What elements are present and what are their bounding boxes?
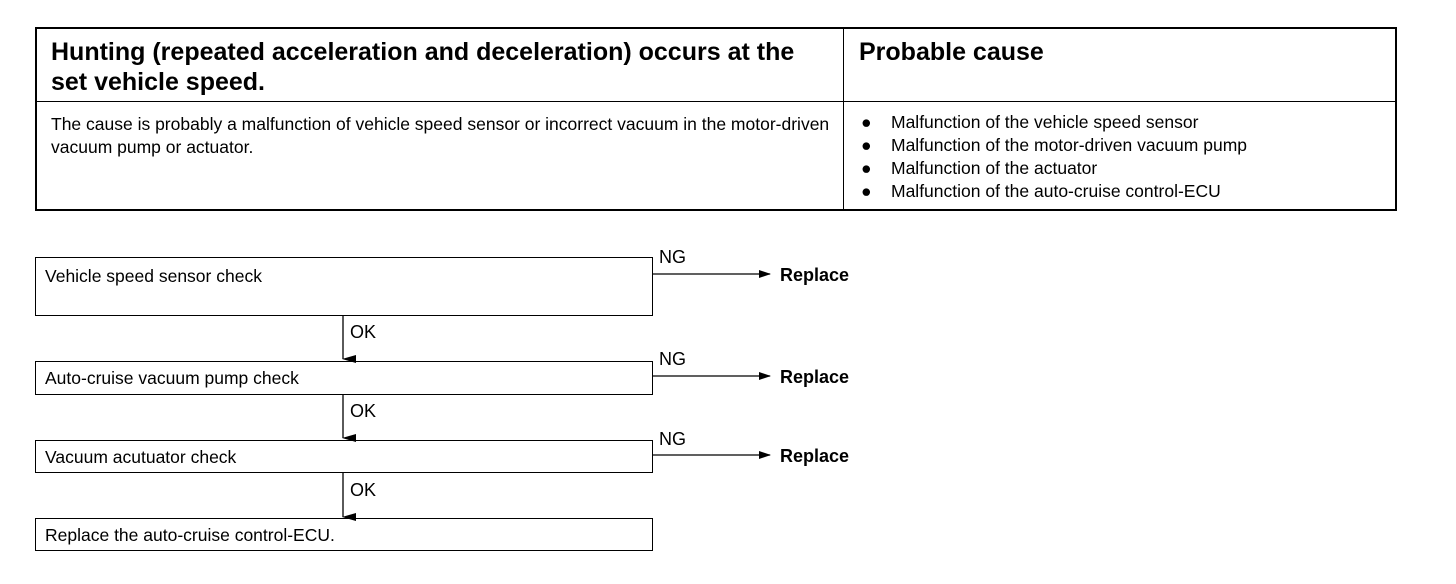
step-label: Auto-cruise vacuum pump check — [45, 368, 299, 388]
replace-label: Replace — [780, 446, 850, 466]
ok-label: OK — [350, 401, 377, 421]
step-box-vacuum-actuator — [35, 440, 653, 473]
bullet-icon: ● — [861, 112, 872, 132]
cause-item: ● Malfunction of the actuator — [861, 158, 1098, 178]
step-label: Vehicle speed sensor check — [45, 266, 262, 286]
bullet-icon: ● — [861, 158, 872, 178]
ng-label: NG — [659, 349, 686, 369]
step-label: Vacuum acutuator check — [45, 447, 237, 467]
replace-label: Replace — [780, 265, 850, 285]
ng-label: NG — [659, 247, 686, 267]
symptom-description: The cause is probably a malfunction of vehicle speed sensor or incorrect vacuum in the motor-driven vacuum pump or actuator. — [51, 114, 830, 157]
ok-label: OK — [350, 480, 377, 500]
replace-label: Replace — [780, 367, 850, 387]
cause-item: ● Malfunction of the motor-driven vacuum pump — [861, 135, 1247, 155]
table-row-divider — [37, 101, 1395, 102]
step-box-vacuum-pump — [35, 361, 653, 395]
cause-item: ● Malfunction of the vehicle speed sensor — [861, 112, 1199, 132]
bullet-icon: ● — [861, 135, 872, 155]
step-box-speed-sensor — [35, 257, 653, 316]
ng-label: NG — [659, 429, 686, 449]
probable-cause-heading: Probable cause — [859, 38, 1044, 66]
cause-list — [859, 111, 1247, 203]
step-label: Replace the auto-cruise control-ECU. — [45, 525, 335, 545]
bullet-icon: ● — [861, 181, 872, 201]
step-box-replace-ecu — [35, 518, 653, 551]
cause-item: ● Malfunction of the auto-cruise control-ECU — [861, 181, 1221, 201]
symptom-heading: Hunting (repeated acceleration and deceleration) occurs at the set vehicle speed. — [51, 38, 795, 96]
ok-label: OK — [350, 322, 377, 342]
probable-cause-table — [35, 27, 1397, 211]
table-column-divider — [843, 29, 844, 209]
